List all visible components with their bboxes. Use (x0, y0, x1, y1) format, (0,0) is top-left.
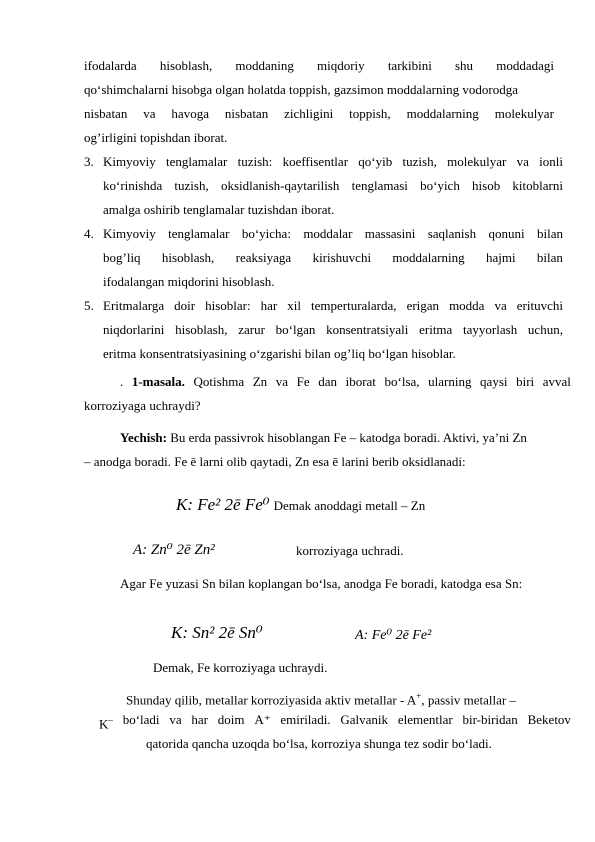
word: bo‘lsa, (384, 374, 420, 389)
word: va (143, 106, 156, 121)
problem-line-2: korroziyaga uchraydi? (84, 398, 201, 413)
word: va (275, 374, 289, 389)
word: Kimyoviy (103, 226, 156, 241)
equation-cathode-fe (176, 497, 425, 514)
word: hisoblar: (205, 298, 251, 313)
word: har (260, 298, 278, 313)
word: A⁺ (254, 712, 271, 727)
word: Eritmalarga (103, 298, 165, 313)
word: qaysi (480, 374, 508, 389)
word: dan (318, 374, 337, 389)
final-line-1 (126, 688, 516, 708)
word: zarur (238, 322, 265, 337)
word: hisoblash, (159, 58, 213, 73)
word: Galvanik (340, 712, 389, 727)
word: saqlanish (427, 226, 477, 241)
equation-formula: K: Fe² 2ē Fe⁰ (176, 495, 270, 514)
equation-anode-zn (133, 542, 215, 558)
word: avval (542, 374, 571, 389)
word: miqdoriy (317, 58, 365, 73)
word: reaksiyaga (235, 250, 292, 265)
equation-formula: K: Sn² 2ē Sn⁰ (171, 623, 263, 642)
word: bilan (536, 250, 563, 265)
list-item-5-line-1 (103, 298, 563, 314)
final-line-2 (99, 712, 571, 732)
word: hajmi (485, 250, 516, 265)
list-item-3-line-1 (103, 154, 563, 170)
word: va (494, 298, 507, 313)
word: bo‘yicha: (241, 226, 291, 241)
word: iborat (345, 374, 376, 389)
word: ularning (428, 374, 472, 389)
word: tenglamasi (351, 178, 408, 193)
word: hisob (472, 178, 501, 193)
word: nisbatan (224, 106, 269, 121)
list-item-4-line-3: ifodalangan miqdorini hisoblash. (103, 274, 275, 289)
word: moddaning (235, 58, 294, 73)
word: nisbatan (84, 106, 128, 121)
word: massasini (364, 226, 416, 241)
word: toppish, (349, 106, 391, 121)
word: eritma (419, 322, 453, 337)
superscript: + (416, 691, 422, 701)
word: Beketov (527, 712, 571, 727)
word: ifodalarda (84, 58, 137, 73)
list-item-5-line-2 (103, 322, 563, 338)
word: doim (217, 712, 245, 727)
word: Fe (296, 374, 310, 389)
word: koeffisentlar (282, 154, 349, 169)
final-line-1-text: Shunday qilib, metallar korroziyasida aktiv metallar - A (126, 692, 417, 708)
word: qonuni (488, 226, 525, 241)
word: erituvchi (516, 298, 563, 313)
final-line-3: qatorida qancha uzoqda bo‘lsa, korroziya shunga tez sodir bo‘ladi. (146, 736, 492, 751)
equation-anode-fe (355, 627, 431, 644)
word: tenglamalar (168, 226, 230, 241)
equation-note: korroziyaga uchradi. (296, 543, 404, 558)
word: modda (449, 298, 485, 313)
list-number-4: 4. (84, 226, 94, 241)
word: tenglamalar (166, 154, 228, 169)
word: temperturalarda, (311, 298, 397, 313)
intro-line-4: og’irligini topishdan iborat. (84, 130, 228, 145)
solution-label: Yechish: (120, 430, 167, 445)
word: tayyorlash (463, 322, 518, 337)
conclusion-line: Demak, Fe korroziyaga uchraydi. (153, 660, 328, 675)
list-item-4-line-2 (103, 250, 563, 266)
word: elementlar (397, 712, 453, 727)
word: emiriladi. (280, 712, 331, 727)
equation-cathode-sn (171, 625, 263, 642)
word: molekulyar (494, 106, 554, 121)
word: va (169, 712, 182, 727)
solution-line-1 (120, 430, 527, 446)
list-item-4-line-1 (103, 226, 563, 242)
word: molekulyar (447, 154, 507, 169)
list-item-3-line-3: amalga oshirib tenglamalar tuzishdan iborat. (103, 202, 335, 217)
word: bo‘lgan (275, 322, 316, 337)
superscript: – (108, 715, 113, 725)
word: moddalar (303, 226, 353, 241)
word: tuzish, (174, 178, 209, 193)
word: qo‘yib (358, 154, 393, 169)
word: moddadagi (496, 58, 554, 73)
word: kitoblarni (512, 178, 563, 193)
equation-formula: A: Fe⁰ 2ē Fe² (355, 628, 432, 643)
word: ko‘rinishda (103, 178, 163, 193)
word: bog’liq (103, 250, 141, 265)
word: niqdorlarini (103, 322, 165, 337)
word: doir (174, 298, 196, 313)
word: Kimyoviy (103, 154, 156, 169)
final-line-1-end: , passiv metallar – (421, 692, 516, 708)
word: erigan (406, 298, 440, 313)
equation-note: Demak anoddagi metall – Zn (273, 498, 426, 513)
word: tarkibini (387, 58, 432, 73)
problem-label: 1-masala. (131, 374, 185, 389)
word: hisoblash, (175, 322, 228, 337)
word: shu (455, 58, 474, 73)
word: havoga (171, 106, 209, 121)
list-number-3: 3. (84, 154, 94, 169)
word: biri (516, 374, 535, 389)
intro-line-1 (84, 58, 554, 74)
word: kirishuvchi (312, 250, 372, 265)
word: bo‘ladi (122, 712, 160, 727)
word: moddalarning (406, 106, 479, 121)
intro-line-3 (84, 106, 554, 122)
solution-text: Bu erda passivrok hisoblangan Fe – katodga boradi. Aktivi, ya’ni Zn (170, 430, 527, 445)
word: Qotishma (193, 374, 245, 389)
word: bilan (536, 226, 563, 241)
sn-coating-line: Agar Fe yuzasi Sn bilan koplangan bo‘lsa, anodga Fe boradi, katodga esa Sn: (120, 576, 523, 591)
word: konsentratsiyali (326, 322, 409, 337)
word: Zn (252, 374, 268, 389)
word: tuzish: (237, 154, 273, 169)
solution-line-2: – anodga boradi. Fe ē larni olib qaytadi, Zn esa ē larini berib oksidlanadi: (84, 454, 466, 469)
problem-prefix: . (120, 374, 124, 389)
intro-line-2: qo‘shimchalarni hisobga olgan holatda toppish, gazsimon moddalarning vodorodga (84, 82, 518, 97)
word: ionli (539, 154, 563, 169)
word: har (191, 712, 208, 727)
equation-formula: A: Zn⁰ 2ē Zn² (133, 542, 215, 558)
word: bir-biridan (462, 712, 518, 727)
word: uchun, (527, 322, 563, 337)
word: oksidlanish-qaytarilish (220, 178, 340, 193)
word: bo‘yich (420, 178, 460, 193)
list-number-5: 5. (84, 298, 94, 313)
word: xil (287, 298, 301, 313)
word: va (516, 154, 529, 169)
final-k-label: K– (99, 715, 113, 732)
word: zichligini (284, 106, 334, 121)
list-item-5-line-3: eritma konsentratsiyasining o‘zgarishi bilan og’liq bo‘lgan hisoblar. (103, 346, 456, 361)
word: moddalarning (392, 250, 465, 265)
list-item-3-line-2 (103, 178, 563, 194)
word: tuzish, (402, 154, 437, 169)
word: hisoblash, (161, 250, 215, 265)
problem-line-1 (120, 374, 571, 390)
